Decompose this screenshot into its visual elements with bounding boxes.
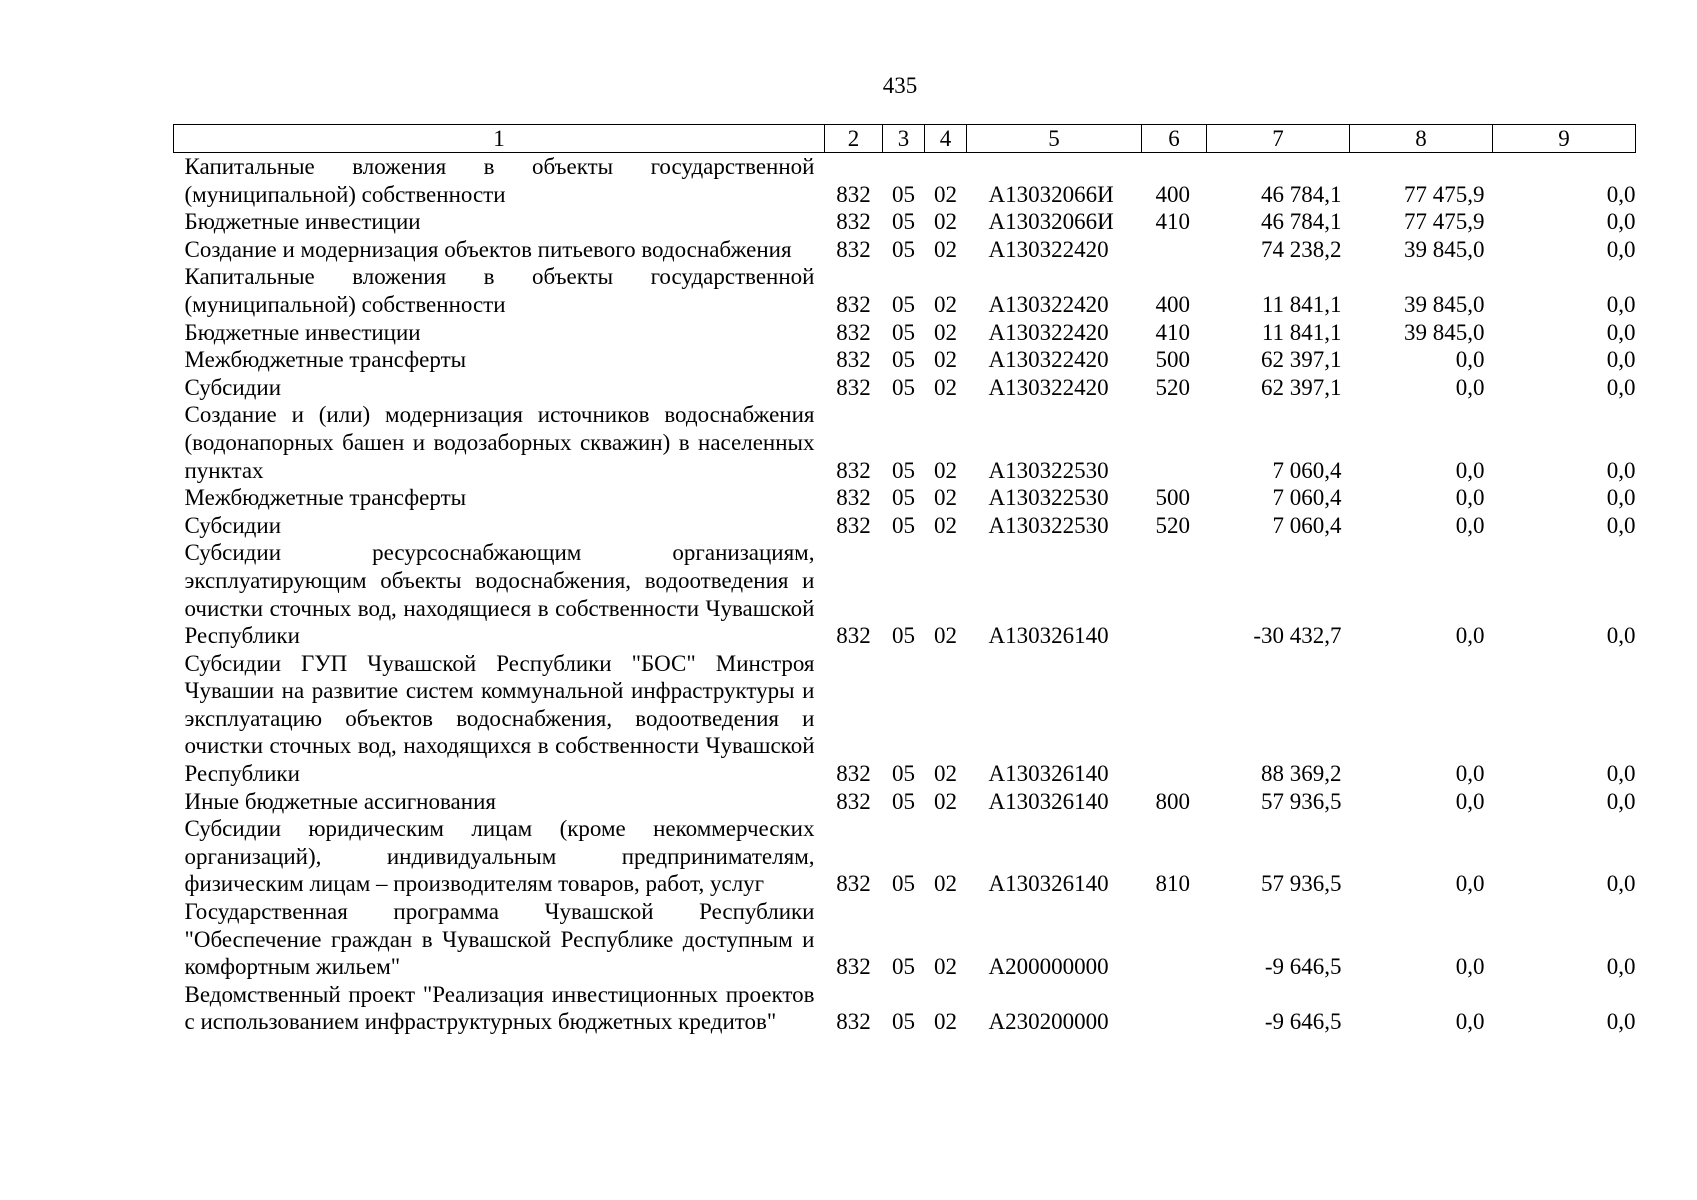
row-amount-col7: 11 841,1 [1261,319,1342,345]
row-expense-group: 500 [1155,485,1190,511]
row-ministry-code: 832 [836,761,871,787]
row-target-code: A130322420 [988,374,1109,400]
row-target-code: A130326140 [988,623,1109,649]
row-subsection-code: 02 [934,291,957,317]
row-name: Государственная программа Чувашской Республики "Обеспечение граждан в Чувашской Республике доступным и комфортным жильем" [184,899,815,980]
header-row [174,125,1636,153]
row-expense-group: 520 [1155,374,1190,400]
row-amount-col7: 74 238,2 [1261,236,1342,262]
row-amount-col9: 0,0 [1606,623,1636,649]
row-amount-col8: 0,0 [1455,954,1485,980]
table-row [174,319,1636,347]
row-amount-col7: 7 060,4 [1272,457,1342,483]
row-ministry-code: 832 [836,512,871,538]
row-amount-col7: 88 369,2 [1261,761,1342,787]
row-ministry-code: 832 [836,1009,871,1035]
row-amount-col8: 0,0 [1455,871,1485,897]
row-ministry-code: 832 [836,954,871,980]
header-col-5: 5 [967,125,1142,153]
row-amount-col8: 39 845,0 [1404,291,1485,317]
row-subsection-code: 02 [934,761,957,787]
row-amount-col7: 11 841,1 [1261,291,1342,317]
row-amount-col8: 39 845,0 [1404,236,1485,262]
row-subsection-code: 02 [934,954,957,980]
table-row [174,374,1636,402]
header-col-1: 1 [174,125,825,153]
row-section-code: 05 [892,485,915,511]
row-name: Ведомственный проект "Реализация инвестиционных проектов с использованием инфраструктурных бюджетных кредитов" [184,981,815,1035]
row-expense-group: 400 [1155,291,1190,317]
row-section-code: 05 [892,347,915,373]
row-subsection-code: 02 [934,181,957,207]
row-subsection-code: 02 [934,374,957,400]
row-name: Субсидии юридическим лицам (кроме некоммерческих организаций), индивидуальным предпринимателям, физическим лицам – производителям товаров, работ, услуг [184,816,815,897]
row-expense-group: 500 [1155,347,1190,373]
row-name: Бюджетные инвестиции [184,319,421,345]
row-ministry-code: 832 [836,485,871,511]
header-col-3: 3 [883,125,925,153]
row-ministry-code: 832 [836,319,871,345]
row-amount-col9: 0,0 [1606,291,1636,317]
row-name: Межбюджетные трансферты [184,347,467,373]
row-amount-col7: 62 397,1 [1261,347,1342,373]
row-amount-col7: 7 060,4 [1272,485,1342,511]
row-subsection-code: 02 [934,209,957,235]
header-col-9: 9 [1493,125,1636,153]
row-target-code: A130322530 [988,457,1109,483]
row-name: Капитальные вложения в объекты государственной (муниципальной) собственности [184,154,815,207]
row-amount-col8: 77 475,9 [1404,181,1485,207]
row-amount-col7: 57 936,5 [1261,788,1342,814]
table-header [174,125,1636,153]
row-expense-group: 800 [1155,788,1190,814]
row-target-code: A130326140 [988,788,1109,814]
row-ministry-code: 832 [836,209,871,235]
row-amount-col8: 0,0 [1455,788,1485,814]
row-amount-col8: 39 845,0 [1404,319,1485,345]
row-ministry-code: 832 [836,788,871,814]
header-col-6: 6 [1142,125,1207,153]
row-amount-col8: 0,0 [1455,1009,1485,1035]
row-subsection-code: 02 [934,871,957,897]
row-amount-col8: 0,0 [1455,623,1485,649]
row-section-code: 05 [892,512,915,538]
table-row [174,484,1636,512]
row-name: Межбюджетные трансферты [184,485,467,511]
row-expense-group [1142,539,1207,649]
row-target-code: A130326140 [988,761,1109,787]
row-subsection-code: 02 [934,512,957,538]
row-name: Иные бюджетные ассигнования [184,788,496,814]
row-section-code: 05 [892,871,915,897]
header-col-8: 8 [1350,125,1493,153]
row-section-code: 05 [892,457,915,483]
row-amount-col9: 0,0 [1606,374,1636,400]
row-target-code: A200000000 [988,954,1109,980]
row-amount-col9: 0,0 [1606,485,1636,511]
row-amount-col7: -9 646,5 [1264,1009,1342,1035]
row-amount-col8: 0,0 [1455,347,1485,373]
table-row [174,346,1636,374]
table-row [174,981,1636,1036]
row-amount-col9: 0,0 [1606,181,1636,207]
row-section-code: 05 [892,623,915,649]
row-subsection-code: 02 [934,1009,957,1035]
row-section-code: 05 [892,319,915,345]
row-name: Субсидии ресурсоснабжающим организациям, эксплуатирующим объекты водоснабжения, водоотведения и очистки сточных вод, находящиеся в собственности Чувашской Республики [184,540,815,649]
row-name: Субсидии [184,512,282,538]
table-row [174,236,1636,264]
table-row [174,815,1636,898]
row-target-code: A13032066И [988,209,1114,235]
table-row [174,898,1636,981]
row-amount-col8: 0,0 [1455,485,1485,511]
row-expense-group [1142,236,1207,264]
row-subsection-code: 02 [934,347,957,373]
row-section-code: 05 [892,1009,915,1035]
row-expense-group: 520 [1155,512,1190,538]
row-section-code: 05 [892,209,915,235]
table-row [174,650,1636,788]
budget-table [173,124,1636,1036]
header-col-2: 2 [825,125,883,153]
row-target-code: A130322420 [988,319,1109,345]
row-section-code: 05 [892,181,915,207]
row-amount-col9: 0,0 [1606,954,1636,980]
row-target-code: A130322420 [988,347,1109,373]
row-amount-col7: 46 784,1 [1261,209,1342,235]
row-section-code: 05 [892,954,915,980]
table-row [174,263,1636,318]
table-row [174,512,1636,540]
row-name: Субсидии [184,374,282,400]
table-row [174,401,1636,484]
row-ministry-code: 832 [836,457,871,483]
row-name: Капитальные вложения в объекты государственной (муниципальной) собственности [184,264,815,317]
row-subsection-code: 02 [934,623,957,649]
row-amount-col9: 0,0 [1606,457,1636,483]
row-name: Субсидии ГУП Чувашской Республики "БОС" Минстроя Чувашии на развитие систем коммунальной инфраструктуры и эксплуатацию объектов водоснабжения, водоотведения и очистки сточных вод, находящихся в собственности Чувашской Республики [184,650,815,787]
row-expense-group: 810 [1155,871,1190,897]
page-number: 435 [882,73,918,98]
row-name: Создание и модернизация объектов питьевого водоснабжения [184,236,792,262]
row-ministry-code: 832 [836,236,871,262]
row-expense-group [1142,981,1207,1036]
row-amount-col7: 57 936,5 [1261,871,1342,897]
row-subsection-code: 02 [934,485,957,511]
row-subsection-code: 02 [934,236,957,262]
table-row [174,539,1636,649]
row-expense-group [1142,401,1207,484]
row-amount-col9: 0,0 [1606,512,1636,538]
row-amount-col9: 0,0 [1606,347,1636,373]
row-amount-col8: 77 475,9 [1404,209,1485,235]
row-target-code: A130326140 [988,871,1109,897]
row-amount-col7: 46 784,1 [1261,181,1342,207]
row-ministry-code: 832 [836,291,871,317]
row-amount-col9: 0,0 [1606,761,1636,787]
row-ministry-code: 832 [836,623,871,649]
table-row [174,208,1636,236]
header-col-7: 7 [1207,125,1350,153]
row-amount-col8: 0,0 [1455,374,1485,400]
row-ministry-code: 832 [836,374,871,400]
row-expense-group [1142,650,1207,788]
row-section-code: 05 [892,291,915,317]
row-amount-col9: 0,0 [1606,236,1636,262]
table-row [174,153,1636,209]
row-section-code: 05 [892,374,915,400]
row-target-code: A130322530 [988,485,1109,511]
row-target-code: A130322420 [988,236,1109,262]
table-row [174,788,1636,816]
row-amount-col9: 0,0 [1606,319,1636,345]
row-amount-col7: 62 397,1 [1261,374,1342,400]
row-expense-group [1142,898,1207,981]
row-target-code: A130322530 [988,512,1109,538]
row-section-code: 05 [892,236,915,262]
row-amount-col7: -30 432,7 [1253,623,1342,649]
row-ministry-code: 832 [836,871,871,897]
row-amount-col8: 0,0 [1455,457,1485,483]
header-col-4: 4 [925,125,967,153]
row-expense-group: 400 [1155,181,1190,207]
row-ministry-code: 832 [836,347,871,373]
row-amount-col7: 7 060,4 [1272,512,1342,538]
row-amount-col8: 0,0 [1455,761,1485,787]
row-subsection-code: 02 [934,788,957,814]
row-target-code: A13032066И [988,181,1114,207]
row-section-code: 05 [892,761,915,787]
row-ministry-code: 832 [836,181,871,207]
row-subsection-code: 02 [934,457,957,483]
row-target-code: A130322420 [988,291,1109,317]
row-name: Бюджетные инвестиции [184,209,421,235]
row-section-code: 05 [892,788,915,814]
row-expense-group: 410 [1155,209,1190,235]
row-expense-group: 410 [1155,319,1190,345]
row-amount-col9: 0,0 [1606,788,1636,814]
table-body [174,153,1636,1037]
row-name: Создание и (или) модернизация источников водоснабжения (водонапорных башен и водозаборных скважин) в населенных пунктах [184,402,815,483]
row-amount-col9: 0,0 [1606,871,1636,897]
row-target-code: A230200000 [988,1009,1109,1035]
row-amount-col7: -9 646,5 [1264,954,1342,980]
row-amount-col8: 0,0 [1455,512,1485,538]
row-amount-col9: 0,0 [1606,209,1636,235]
row-amount-col9: 0,0 [1606,1009,1636,1035]
row-subsection-code: 02 [934,319,957,345]
